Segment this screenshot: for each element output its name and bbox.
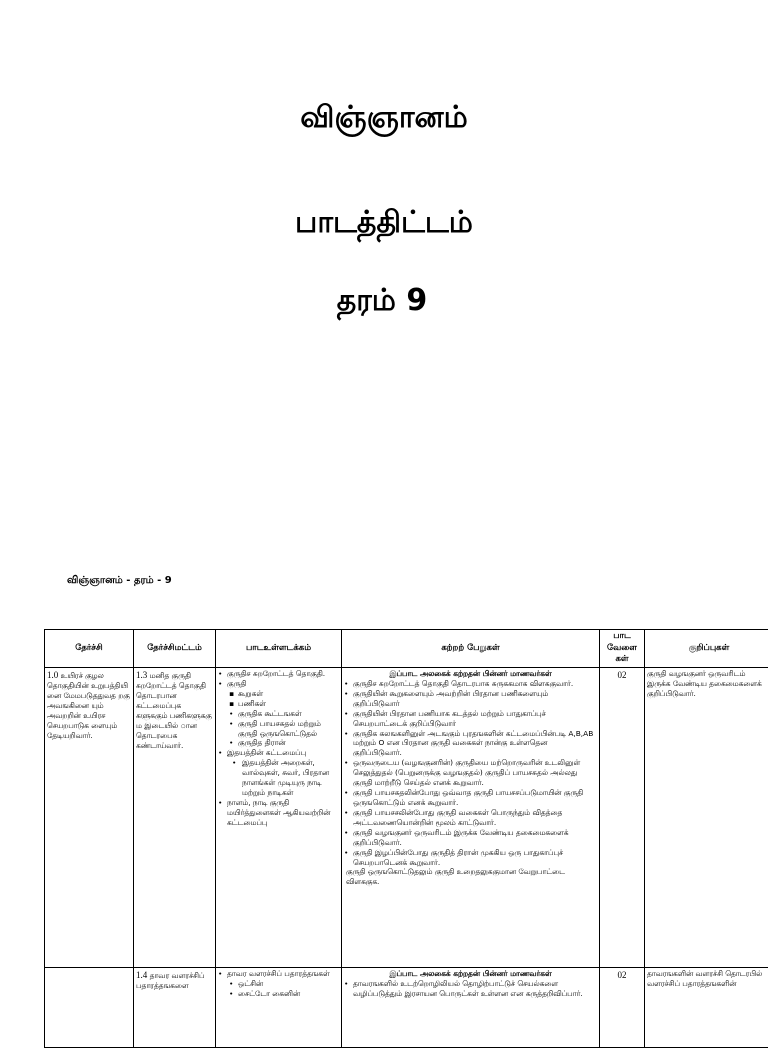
list-item: • இதயத்தின் கட்டமைப்பு	[218, 748, 339, 758]
content-cell	[216, 968, 342, 1048]
content-cell	[216, 668, 342, 968]
header-learning-outcomes: கற்றற் பேறுகள்	[342, 630, 600, 668]
list-item: • இதயத்தின் அறைகள், வால்வுகள், சுவர், பிரதான நாளங்கள் முடியுரு நாடி மற்றும் நாடிகள்	[218, 758, 339, 798]
list-item: • குருதித திரான்	[218, 738, 339, 748]
competency-level-text: தாவர வளரச்சிப் பதாரத்தஙகளை	[136, 971, 204, 990]
list-item: • குருதி இழப்பின்போது குருதித் திரான் முககிய ஒரு பாதுகாப்புச் செயறபாடெனக் கூறுவார்.	[344, 848, 597, 868]
list-item: • குருதிச சுறறோட்டத் தொகுதி தொடரபாக சுருககமாக விளககுவார்.	[344, 679, 597, 689]
list-item: • ஒருவருடைய (வழஙகுனரின்) குருதியை மற்றொருவரின் உடலினுள் செலுத்துதல் (பெறுனருக்கு வழஙகுதல்) குருதிப் பாயசசுதல் அல்லது குருதி மாற்றீடு செய்தல் எனக் கூறுவார்.	[344, 758, 597, 788]
list-item: • குருதிக கலஙகளினுள் அடஙகும் புரதஙகளின் கட்டமைப்பின்படி A,B,AB மற்றும் O என பிரதான குருதி வகைகள் நான்கு உள்ளதென குறிப்பிடுவார்.	[344, 729, 597, 759]
notes-cell: குருதி வழஙகுனர் ஒருவரிடம் இருக்க வேண்டிய தகைமைகளைக் குறிப்பிடுவார்.	[645, 668, 768, 968]
header-notes: குறிப்புகள்	[645, 630, 768, 668]
list-item: • குருதியின் கூறுகளையும் அவற்றின் பிரதான பணிகளையும் குறிப்பிடுவார்	[344, 689, 597, 709]
header-periods: பாட வேளை கள்	[600, 630, 645, 668]
table-header-row	[45, 630, 768, 668]
list-item: • தாவரஙகளில் உடற்றொழிலியல் தொழிற்பாட்டுச் செயல்களை வழிப்படுத்தும் இரசாயன பொருட்கள் உள்ளன என கருத்தறிவிப்பார்.	[344, 979, 597, 999]
competency-text: உயிரச் குழல தொகுதியின் உறுபத்தியி னை மேமபடுததுவத றகு அவஙகினை யும் அவறறின் உயிரச செயறபாடுக ளையும் தேடியறிவார்.	[47, 671, 130, 740]
syllabus-table	[44, 629, 768, 1048]
table-row	[45, 968, 768, 1048]
header-competency-level: தேர்ச்சிமட்டம்	[134, 630, 216, 668]
competency-number: 1.0	[47, 670, 58, 680]
list-item: • நாளம், நாடி குருதி மயிர்த்துளைகள் ஆகியவற்றின் கட்டமைப்பு	[218, 798, 339, 828]
table-row	[45, 668, 768, 968]
list-item: • ஒட்சின்	[218, 979, 339, 989]
document-title: விஞ்ஞானம்	[0, 100, 768, 139]
list-item: • சைட்டோ கைனின்	[218, 989, 339, 999]
list-item: • குருதிக கூட்டஙகள்	[218, 709, 339, 719]
document-subtitle: பாடத்திட்டம்	[0, 205, 768, 244]
list-item: ▪ கூறுகள்	[218, 689, 339, 699]
list-item: ▪ பணிகள்	[218, 699, 339, 709]
running-header: விஞ்ஞானம் - தரம் - 9	[67, 575, 172, 587]
outcomes-tail: குருதி ஒருஙகொட்டுதலும் குருதி உறைதலுககுமான வேறுபாட்டை விளககுக.	[344, 867, 597, 887]
competency-level-number: 1.4	[136, 970, 147, 980]
periods-cell: 02	[600, 968, 645, 1048]
list-item: • குருதி வழஙகுனர் ஒருவரிடம் இருக்க வேண்டிய தகைமைகளைக் குறிப்பிடுவார்.	[344, 828, 597, 848]
list-item: • தாவர வளரச்சிப் பதாரத்தஙகள்	[218, 969, 339, 979]
list-item: • குருதி பாயசசுதல் மற்றும் குருதி ஒருஙகொட்டுதல்	[218, 719, 339, 739]
grade-label: தரம் 9	[0, 283, 766, 322]
competency-level-number: 1.3	[136, 670, 147, 680]
header-content: பாடஉள்ளடக்கம்	[216, 630, 342, 668]
list-item: • குருதிச சுறறோட்டத் தொகுதி.	[218, 669, 339, 679]
header-competency: தேர்ச்சி	[45, 630, 134, 668]
periods-cell: 02	[600, 668, 645, 968]
list-item: • குருதியின் பிரதான பணியாக கடத்தல் மற்றும் பாதுகாப்புச் செயறபாட்டைக் குறிப்பிடுவார்	[344, 709, 597, 729]
competency-level-cell	[134, 668, 216, 968]
outcomes-heading: இப்பாட அலகைக் கற்றதன் பின்னர் மாணவர்கள்	[344, 669, 597, 679]
outcomes-heading: இப்பாட அலகைக் கற்றதன் பின்னர் மாணவர்கள்	[344, 969, 597, 979]
competency-level-text: மனித குருதி சுறறோட்டத் தொகுதி தொடரபான கட்டமைப்புக களுககும் பணிகளுககு ம இடையில் ான தொடரபைக கண்டாய்வார்.	[136, 671, 212, 750]
competency-level-cell	[134, 968, 216, 1048]
list-item: • குருதி பாயசசுதலின்போது ஒவ்வாத குருதி பாயசசப்படுமாயின் குருதி ஒருஙகொட்டும் எனக் கூறுவார்.	[344, 788, 597, 808]
outcomes-cell	[342, 968, 600, 1048]
competency-cell	[45, 668, 134, 968]
outcomes-cell	[342, 668, 600, 968]
list-item: • குருதி பாயசசலின்போது குருதி வகைகள் பொருந்தும் விதத்தை அட்டவணையொன்றின் மூலம் காட்டுவார்.	[344, 808, 597, 828]
competency-cell	[45, 968, 134, 1048]
notes-cell: தாவரஙகளின் வளரச்சி தொடரபில் வளரச்சிப் பதாரத்தஙகளின்	[645, 968, 768, 1048]
list-item: • குருதி	[218, 679, 339, 689]
